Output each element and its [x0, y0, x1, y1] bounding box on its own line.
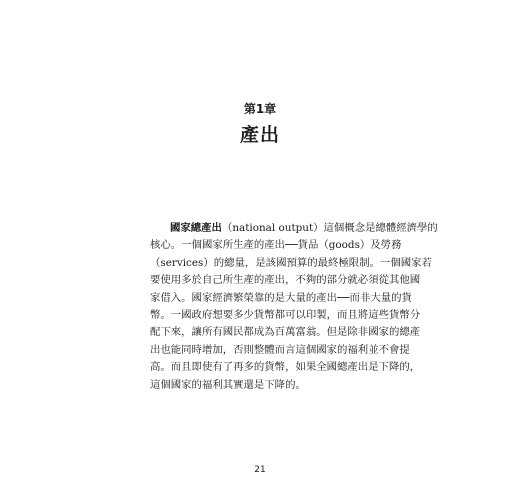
paragraph-line: 幣。一國政府想要多少貨幣都可以印製，而且將這些貨幣分: [150, 309, 421, 322]
paragraph-line: 出也能同時增加，否則整體而言這個國家的福利並不會提: [150, 343, 410, 356]
paragraph-line: （services）的總量，是該國預算的最終極限制。一個國家若: [150, 256, 432, 269]
paragraph-line: 配下來，讓所有國民都成為百萬富翁。但是除非國家的總產: [150, 326, 421, 339]
paragraph-line: 要使用多於自己所生產的產出，不夠的部分就必須從其他國: [150, 274, 421, 287]
paragraph-line-text: （national output）這個概念是總體經濟學的: [221, 222, 438, 234]
chapter-label: 第1章: [243, 102, 277, 116]
chapter-title: 產出: [239, 124, 280, 146]
paragraph-line: 這個國家的福利其實還是下降的。: [150, 378, 306, 391]
key-term: 國家總產出: [170, 222, 222, 234]
paragraph-line: 家借入。國家經濟繁榮靠的是大量的產出──而非大量的貨: [150, 291, 412, 304]
paragraph-line: 高。而且即使有了再多的貨幣，如果全國總產出是下降的，: [150, 361, 421, 374]
paragraph-line: [150, 220, 438, 237]
paragraph-line: 核心。一個國家所生產的產出──貨品（goods）及勞務: [150, 239, 402, 252]
body-paragraph: [150, 220, 438, 394]
page-number: 21: [254, 465, 266, 475]
